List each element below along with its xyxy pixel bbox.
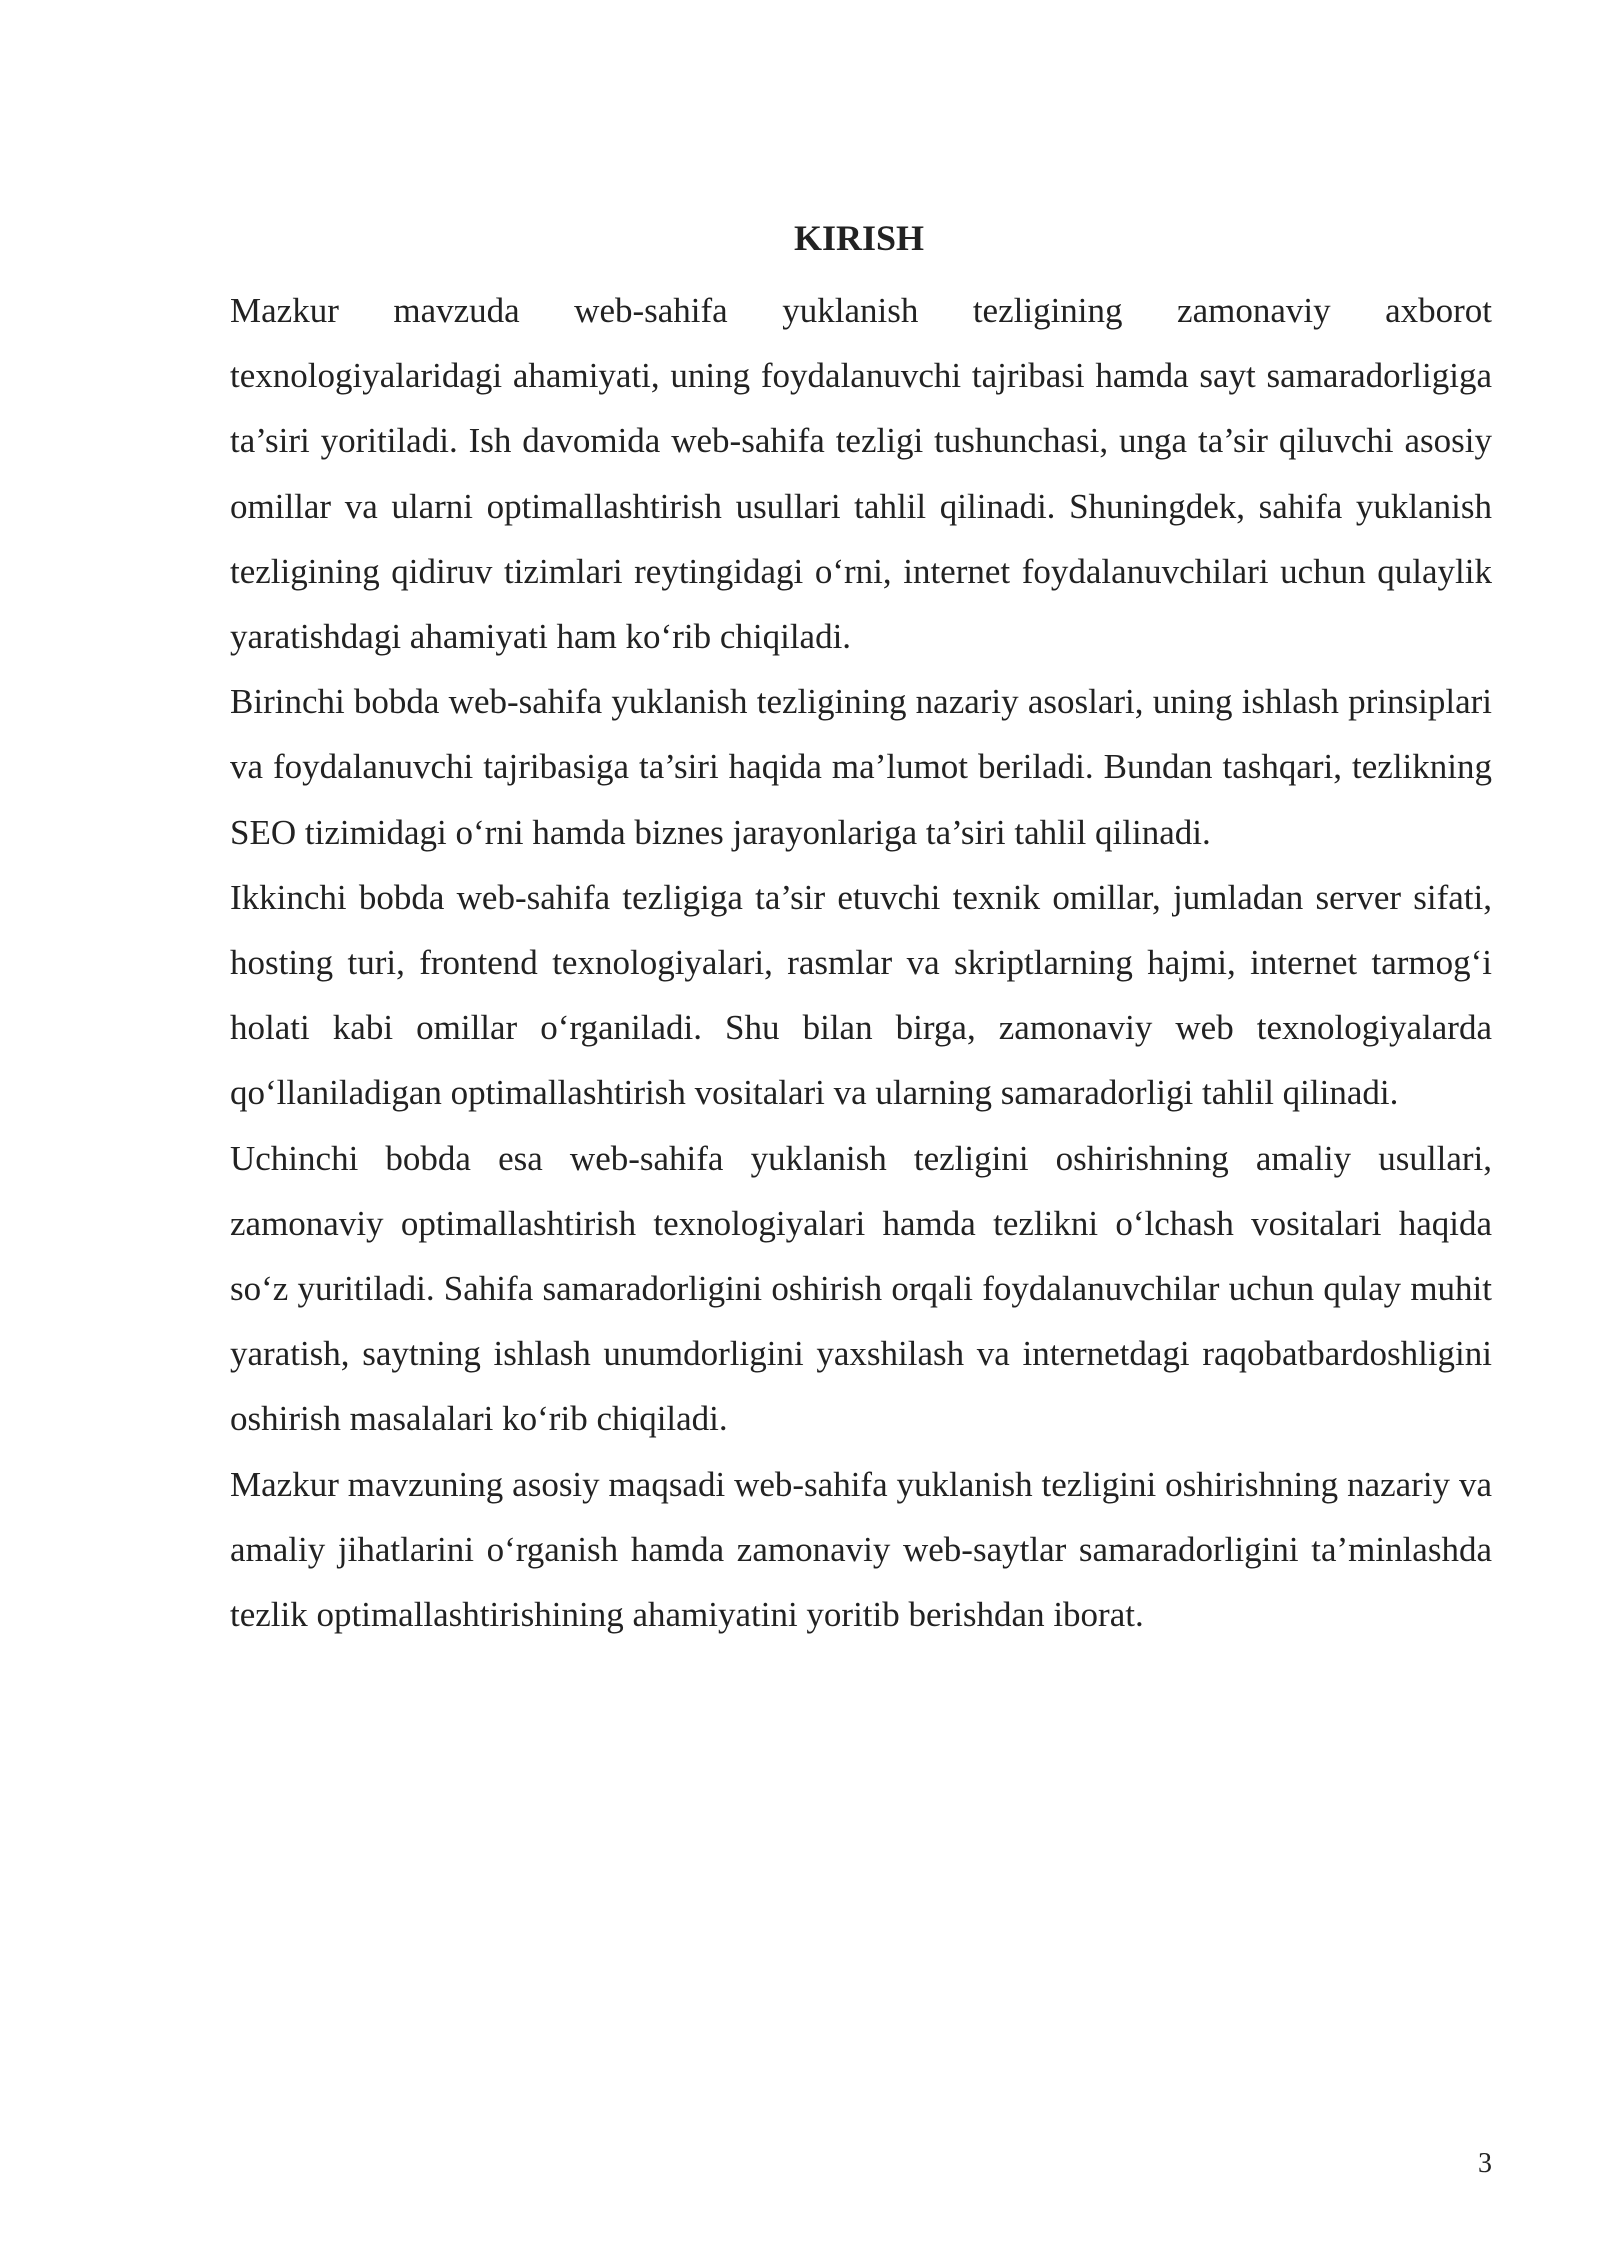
paragraph-chapter-three: Uchinchi bobda esa web-sahifa yuklanish tezligini oshirishning amaliy usullari, zamonaviy optimallashtirish texnologiyalari hamda tezlikni o‘lchash vositalari haqida so‘z yuritiladi. Sahifa samaradorligini oshirish orqali foydalanuvchilar uchun qulay muhit yaratish, saytning ishlash unumdorligini yaxshilash va internetdagi raqobatbardoshligini oshirish masalalari ko‘rib chiqiladi. [230,1138,1492,1439]
document-body [230,278,1492,1647]
paragraph-chapter-one: Birinchi bobda web-sahifa yuklanish tezligining nazariy asoslari, uning ishlash prinsiplari va foydalanuvchi tajribasiga ta’siri haqida ma’lumot beriladi. Bundan tashqari, tezlikning SEO tizimidagi o‘rni hamda biznes jarayonlariga ta’siri tahlil qilinadi. [230,682,1492,852]
paragraph-chapter-two: Ikkinchi bobda web-sahifa tezligiga ta’sir etuvchi texnik omillar, jumladan server sifati, hosting turi, frontend texnologiyalari, rasmlar va skriptlarning hajmi, internet tarmog‘i holati kabi omillar o‘rganiladi. Shu bilan birga, zamonaviy web texnologiyalarda qo‘llaniladigan optimallashtirish vositalari va ularning samaradorligi tahlil qilinadi. [230,877,1492,1113]
page-number: 3 [1478,2148,1492,2179]
paragraph-goal: Mazkur mavzuning asosiy maqsadi web-sahifa yuklanish tezligini oshirishning nazariy va amaliy jihatlarini o‘rganish hamda zamonaviy web-saytlar samaradorligini ta’minlashda tezlik optimallashtirishining ahamiyatini yoritib berishdan iborat. [230,1464,1492,1635]
paragraph-intro: Mazkur mavzuda web-sahifa yuklanish tezligining zamonaviy axborot texnologiyalaridagi ahamiyati, uning foydalanuvchi tajribasi hamda sayt samaradorligiga ta’siri yoritiladi. Ish davomida web-sahifa tezligi tushunchasi, unga ta’sir qiluvchi asosiy omillar va ularni optimallashtirish usullari tahlil qilinadi. Shuningdek, sahifa yuklanish tezligining qidiruv tizimlari reytingidagi o‘rni, internet foydalanuvchilari uchun qulaylik yaratishdagi ahamiyati ham ko‘rib chiqiladi. [230,291,1492,657]
page-title: KIRISH [793,218,925,258]
